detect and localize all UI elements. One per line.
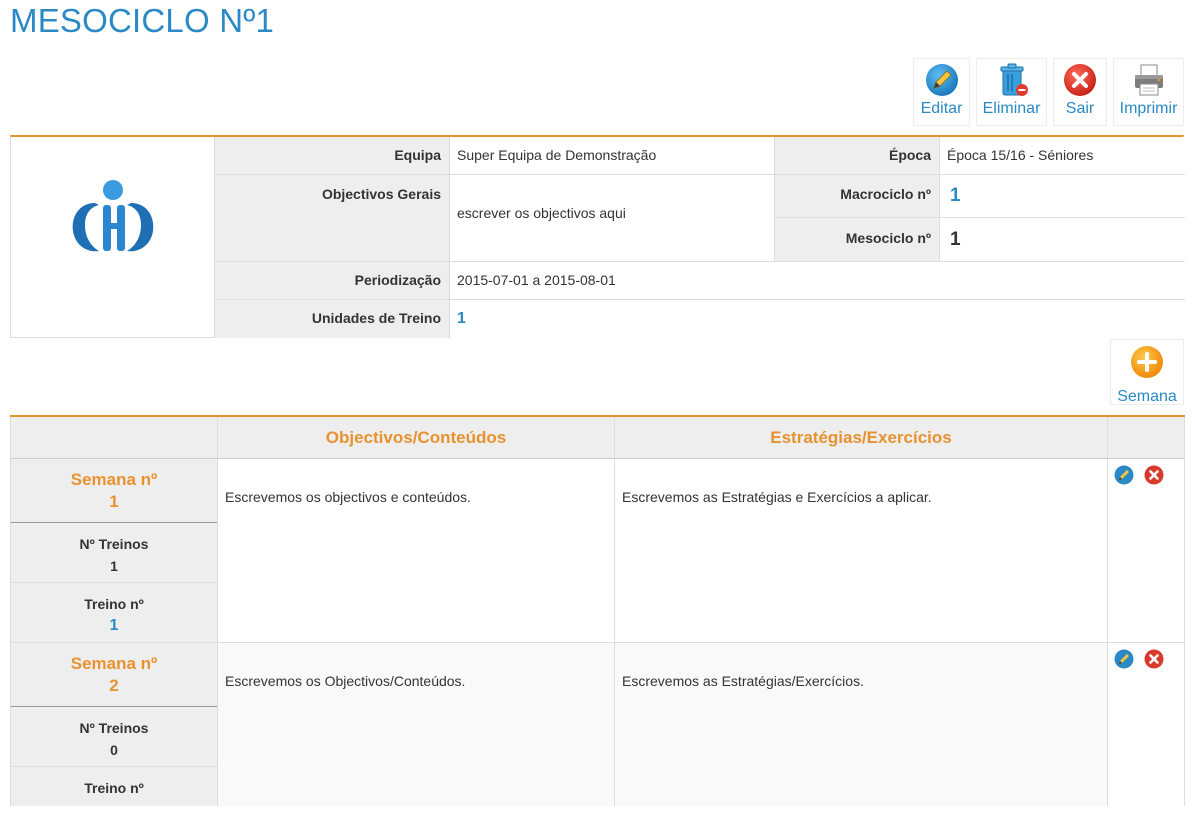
week-number: 2 [109,676,119,695]
pencil-icon [924,62,960,98]
page-title: MESOCICLO Nº1 [10,2,275,39]
objectives-value: escrever os objectivos aqui [449,175,774,262]
trainings-count-cell [10,707,217,767]
mesocycle-value: 1 [939,218,1185,262]
header-objectives: Objectivos/Conteúdos [217,417,614,459]
week-objectives: Escrevemos os objectivos e conteúdos. [217,459,614,643]
delete-week-button[interactable] [1144,649,1164,806]
mesocycle-label: Mesociclo nº [774,218,939,262]
print-label: Imprimir [1119,100,1178,117]
week-strategies: Escrevemos as Estratégias/Exercícios. [614,643,1107,806]
header-empty-cell [10,417,217,459]
mesocycle-info-card [10,135,1184,338]
trainings-count-cell [10,523,217,583]
week-actions [1107,459,1185,643]
edit-week-button[interactable] [1114,649,1134,806]
edit-button[interactable] [913,58,970,126]
week-title-cell [10,643,217,707]
close-icon [1144,465,1164,485]
weeks-table [10,415,1185,805]
week-number: 1 [109,492,119,511]
week-objectives: Escrevemos os Objectivos/Conteúdos. [217,643,614,806]
macrocycle-label: Macrociclo nº [774,175,939,218]
objectives-label: Objectivos Gerais [214,175,449,262]
add-week-button[interactable] [1110,339,1184,405]
club-logo [65,211,161,264]
training-units-value[interactable]: 1 [449,300,1185,338]
pencil-icon [1114,649,1134,669]
exit-button[interactable] [1053,58,1107,126]
add-week-label: Semana [1117,388,1177,405]
periodization-label: Periodização [214,262,449,300]
delete-button[interactable] [976,58,1047,126]
week-title-cell [10,459,217,523]
training-units-label: Unidades de Treino [214,300,449,338]
training-number-link[interactable]: 1 [109,617,119,634]
exit-label: Sair [1065,100,1095,117]
logo-cell [11,137,214,338]
team-value: Super Equipa de Demonstração [449,137,774,175]
close-icon [1062,62,1098,98]
printer-icon [1131,62,1167,98]
toolbar [913,58,1184,126]
training-number-cell [10,583,217,643]
delete-week-button[interactable] [1144,465,1164,642]
training-number-label: Treino nº [84,596,144,612]
trainings-count-value: 0 [110,742,118,758]
edit-week-button[interactable] [1114,465,1134,642]
delete-label: Eliminar [982,100,1041,117]
week-label: Semana nº [70,654,158,673]
header-actions [1107,417,1185,459]
week-actions [1107,643,1185,806]
periodization-value: 2015-07-01 a 2015-08-01 [449,262,1185,300]
week-strategies: Escrevemos as Estratégias e Exercícios a aplicar. [614,459,1107,643]
season-value: Época 15/16 - Séniores [939,137,1185,175]
trainings-count-label: Nº Treinos [79,720,149,736]
macrocycle-value[interactable]: 1 [939,175,1185,218]
trash-icon [994,62,1030,98]
print-button[interactable] [1113,58,1184,126]
trainings-count-label: Nº Treinos [79,536,149,552]
pencil-icon [1114,465,1134,485]
training-number-label: Treino nº [84,780,144,796]
team-label: Equipa [214,137,449,175]
close-icon [1144,649,1164,669]
plus-icon [1129,344,1165,385]
header-strategies: Estratégias/Exercícios [614,417,1107,459]
info-grid [214,137,1183,338]
week-label: Semana nº [70,470,158,489]
training-number-cell [10,767,217,806]
season-label: Época [774,137,939,175]
trainings-count-value: 1 [110,558,118,574]
edit-label: Editar [920,100,963,117]
